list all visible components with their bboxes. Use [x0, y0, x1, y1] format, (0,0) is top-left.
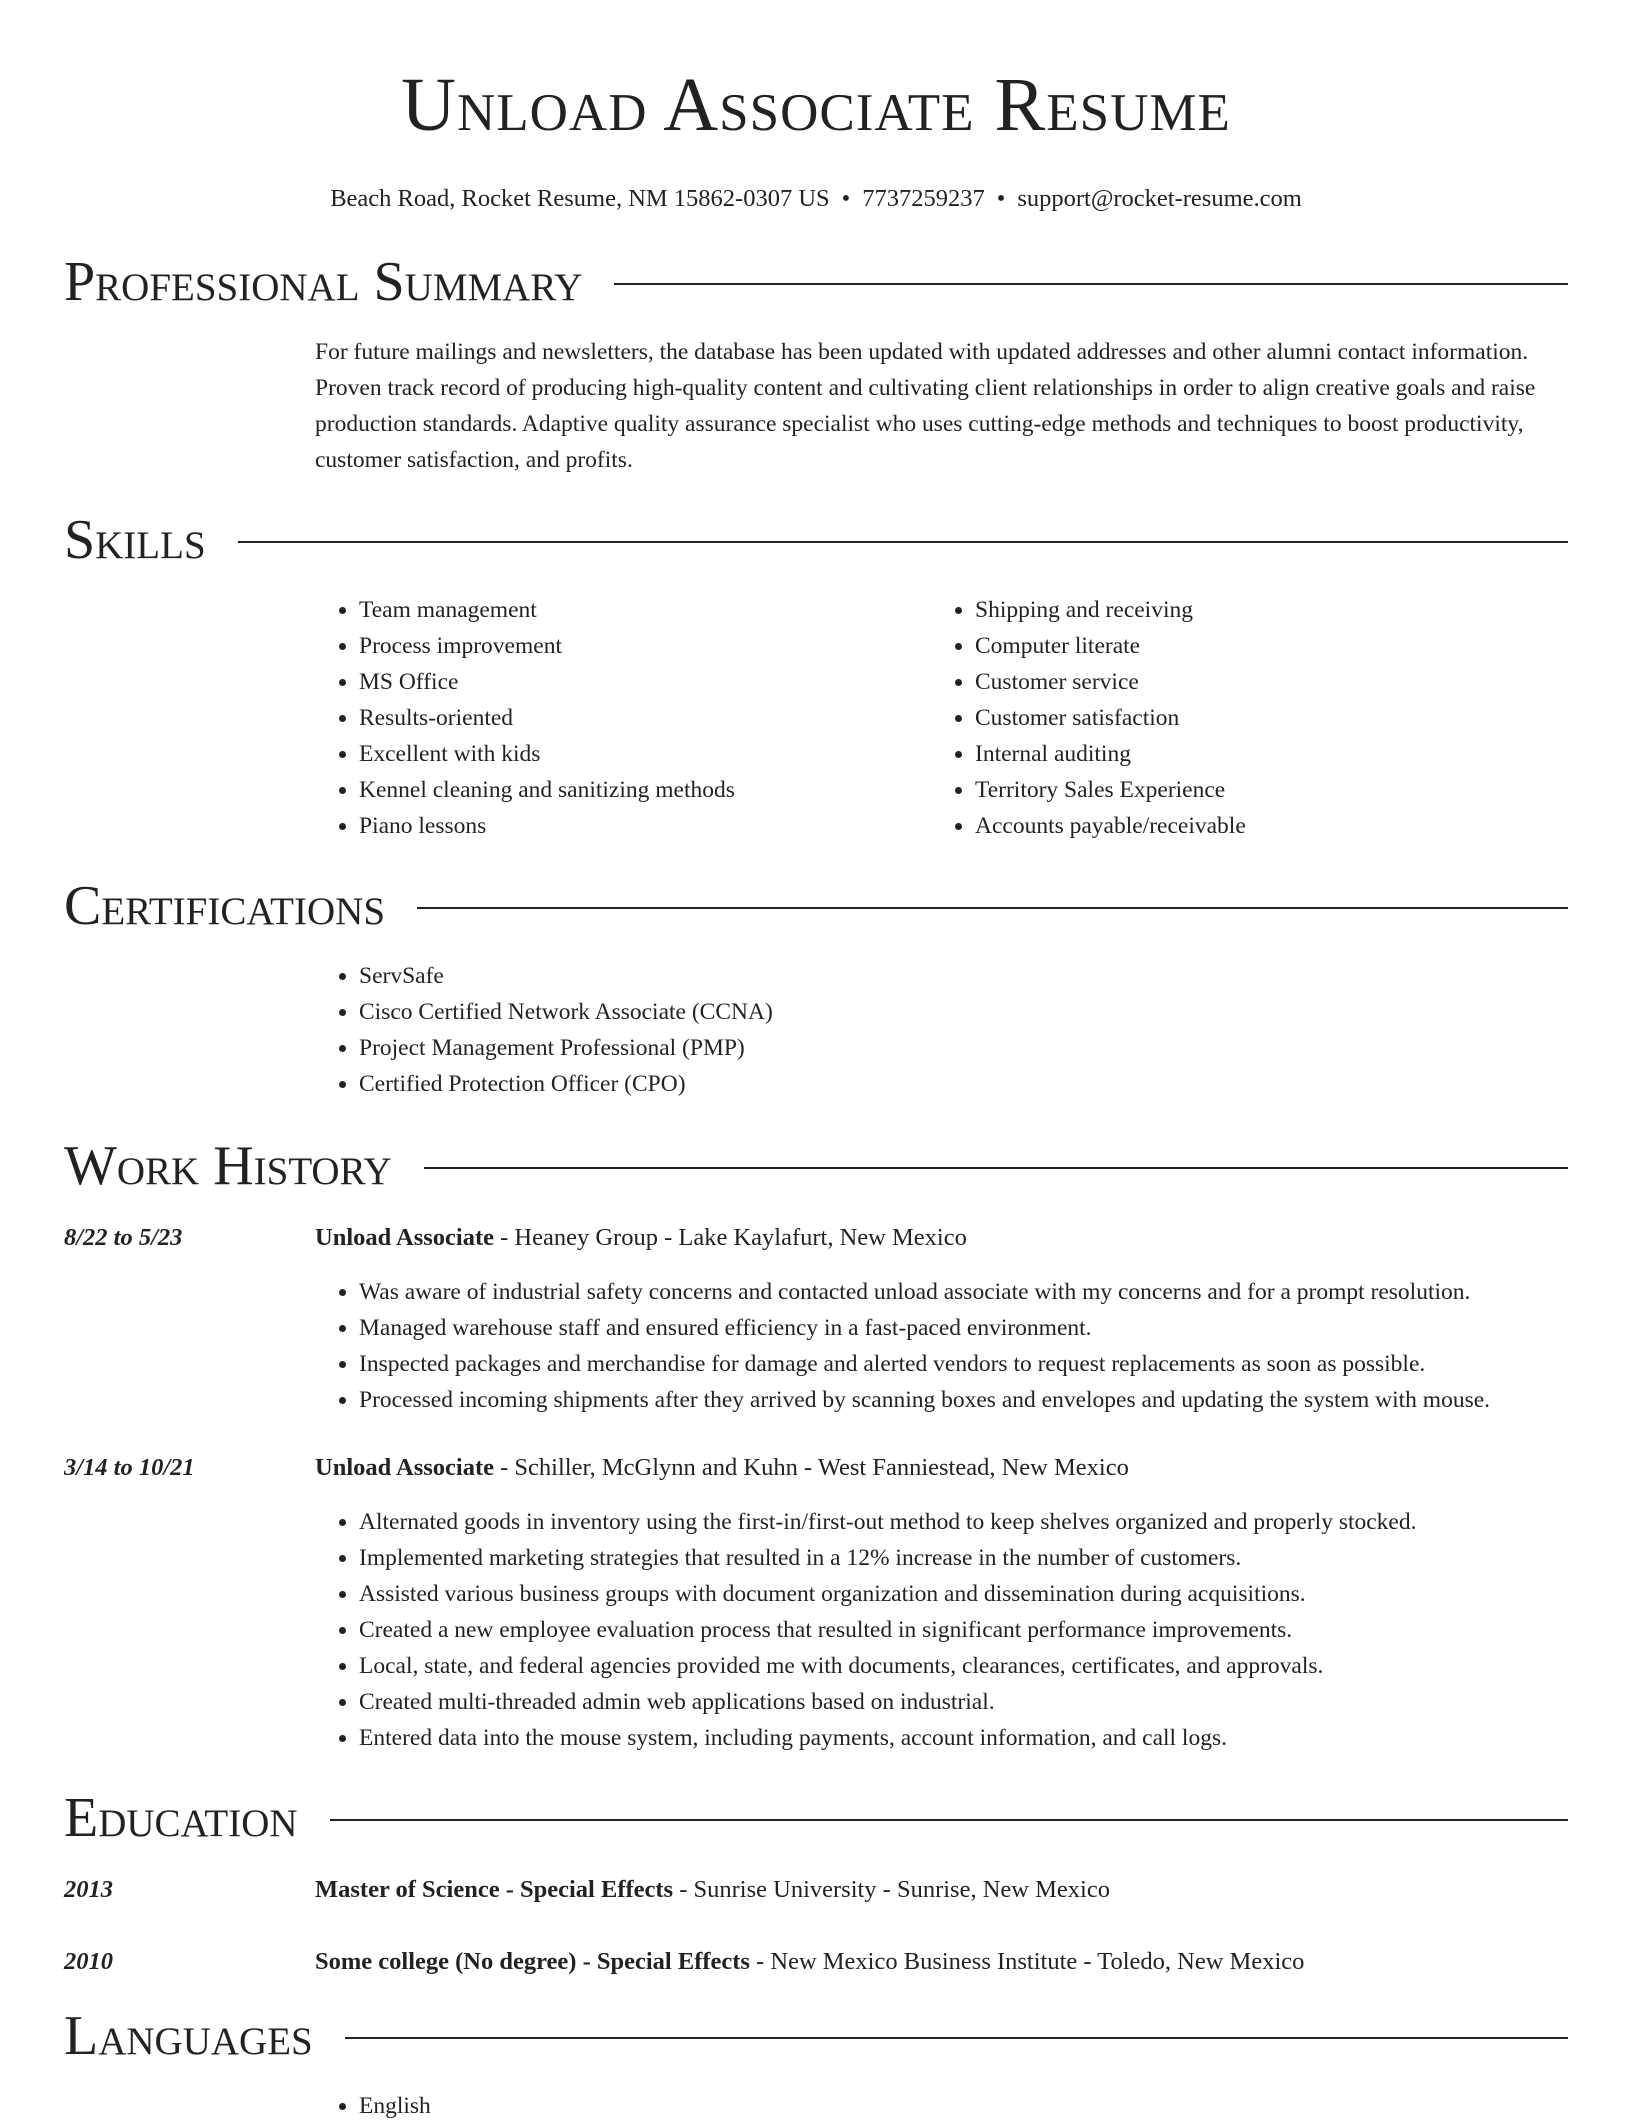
job-bullets — [315, 1274, 1568, 1418]
section-divider — [614, 283, 1568, 285]
job-bullet: • Created a new employee evaluation process that resulted in significant performance improvements. — [359, 1612, 1568, 1648]
job-header — [64, 1450, 1568, 1486]
skills-column-right — [931, 592, 1547, 844]
certifications-heading-text: Certifications — [64, 875, 386, 937]
job-bullet: • Assisted various business groups with document organization and dissemination during acquisitions. — [359, 1576, 1568, 1612]
contact-separator: • — [841, 185, 851, 212]
summary-heading-text: Professional Summary — [64, 251, 583, 313]
job-employer: - Schiller, McGlynn and Kuhn - West Fanniestead, New Mexico — [494, 1454, 1129, 1481]
section-divider — [345, 2037, 1568, 2039]
education-heading-text: Education — [64, 1787, 298, 1849]
contact-phone: 7737259237 — [862, 185, 985, 212]
work-history-heading — [64, 1134, 1568, 1198]
education-entry — [64, 1944, 1568, 1980]
section-divider — [330, 1819, 1568, 1821]
education-entry — [64, 1872, 1568, 1908]
job-title-line — [315, 1450, 1129, 1486]
skills-grid — [315, 592, 1568, 844]
education-line — [315, 1944, 1304, 1980]
skill-item: • Computer literate — [975, 628, 1547, 664]
job-bullet: • Processed incoming shipments after they arrived by scanning boxes and envelopes and updating the system with mouse. — [359, 1382, 1568, 1418]
languages-heading — [64, 2004, 1568, 2068]
skill-item: • MS Office — [359, 664, 931, 700]
education-heading — [64, 1786, 1568, 1850]
contact-email[interactable]: support@rocket-resume.com — [1017, 185, 1302, 212]
skill-item: • Team management — [359, 592, 931, 628]
skills-heading — [64, 508, 1568, 572]
skill-item: • Process improvement — [359, 628, 931, 664]
job-bullets — [315, 1504, 1568, 1756]
skill-item: • Shipping and receiving — [975, 592, 1547, 628]
skill-item: • Customer service — [975, 664, 1547, 700]
job-header — [64, 1220, 1568, 1256]
section-divider — [424, 1167, 1568, 1169]
job-title: Unload Associate — [315, 1224, 495, 1251]
job-title-line — [315, 1220, 967, 1256]
certifications-heading — [64, 874, 1568, 938]
skill-item: • Customer satisfaction — [975, 700, 1547, 736]
job-bullet: • Entered data into the mouse system, including payments, account information, and call logs. — [359, 1720, 1568, 1756]
skill-item: • Kennel cleaning and sanitizing methods — [359, 772, 931, 808]
education-year: 2013 — [64, 1876, 113, 1903]
education-line — [315, 1872, 1110, 1908]
skill-item: • Results-oriented — [359, 700, 931, 736]
summary-heading — [64, 250, 1568, 314]
skills-column-left — [315, 592, 931, 844]
education-degree: Some college (No degree) - Special Effects — [315, 1948, 750, 1975]
education-school: - Sunrise University - Sunrise, New Mexico — [673, 1876, 1110, 1903]
certification-item: • ServSafe — [359, 958, 1568, 994]
certification-item: • Cisco Certified Network Associate (CCNA) — [359, 994, 1568, 1030]
resume-title: Unload Associate Resume — [401, 63, 1231, 147]
skill-item: • Accounts payable/receivable — [975, 808, 1547, 844]
job-bullet: • Managed warehouse staff and ensured efficiency in a fast-paced environment. — [359, 1310, 1568, 1346]
languages-heading-text: Languages — [64, 2005, 313, 2067]
contact-address: Beach Road, Rocket Resume, NM 15862-0307 US — [330, 185, 830, 212]
summary-text: For future mailings and newsletters, the database has been updated with updated addresses and other alumni contact information. Proven track record of producing high-quality content and cultivating client relationships in order to align creative goals and raise production standards. Adaptive quality assurance specialist who uses cutting-edge methods and techniques to boost productivity, customer satisfaction, and profits. — [315, 339, 1536, 473]
skill-item: • Internal auditing — [975, 736, 1547, 772]
languages-list — [315, 2088, 1568, 2124]
job-entry — [64, 1220, 1568, 1418]
education-year: 2010 — [64, 1948, 113, 1975]
job-bullet: • Was aware of industrial safety concerns and contacted unload associate with my concerns and for a prompt resolution. — [359, 1274, 1568, 1310]
job-bullet: • Alternated goods in inventory using the first-in/first-out method to keep shelves organized and properly stocked. — [359, 1504, 1568, 1540]
section-divider — [238, 541, 1568, 543]
skill-item: • Territory Sales Experience — [975, 772, 1547, 808]
job-title: Unload Associate — [315, 1454, 495, 1481]
skill-item: • Piano lessons — [359, 808, 931, 844]
contact-separator: • — [996, 185, 1006, 212]
section-divider — [417, 907, 1568, 909]
work-history-heading-text: Work History — [64, 1135, 392, 1197]
certifications-list — [315, 958, 1568, 1102]
education-school: - New Mexico Business Institute - Toledo, New Mexico — [749, 1948, 1305, 1975]
language-item: • English — [359, 2088, 1568, 2124]
job-bullet: • Inspected packages and merchandise for damage and alerted vendors to request replacements as soon as possible. — [359, 1346, 1568, 1382]
job-bullet: • Created multi-threaded admin web applications based on industrial. — [359, 1684, 1568, 1720]
job-date: 8/22 to 5/23 — [64, 1224, 183, 1251]
education-degree: Master of Science - Special Effects — [315, 1876, 674, 1903]
skills-heading-text: Skills — [64, 509, 206, 571]
job-entry — [64, 1450, 1568, 1756]
certification-item: • Certified Protection Officer (CPO) — [359, 1066, 1568, 1102]
certification-item: • Project Management Professional (PMP) — [359, 1030, 1568, 1066]
job-bullet: • Implemented marketing strategies that resulted in a 12% increase in the number of customers. — [359, 1540, 1568, 1576]
skill-item: • Excellent with kids — [359, 736, 931, 772]
job-employer: - Heaney Group - Lake Kaylafurt, New Mexico — [494, 1224, 967, 1251]
contact-line — [64, 184, 1568, 214]
job-date: 3/14 to 10/21 — [64, 1454, 195, 1481]
job-bullet: • Local, state, and federal agencies provided me with documents, clearances, certificates, and approvals. — [359, 1648, 1568, 1684]
